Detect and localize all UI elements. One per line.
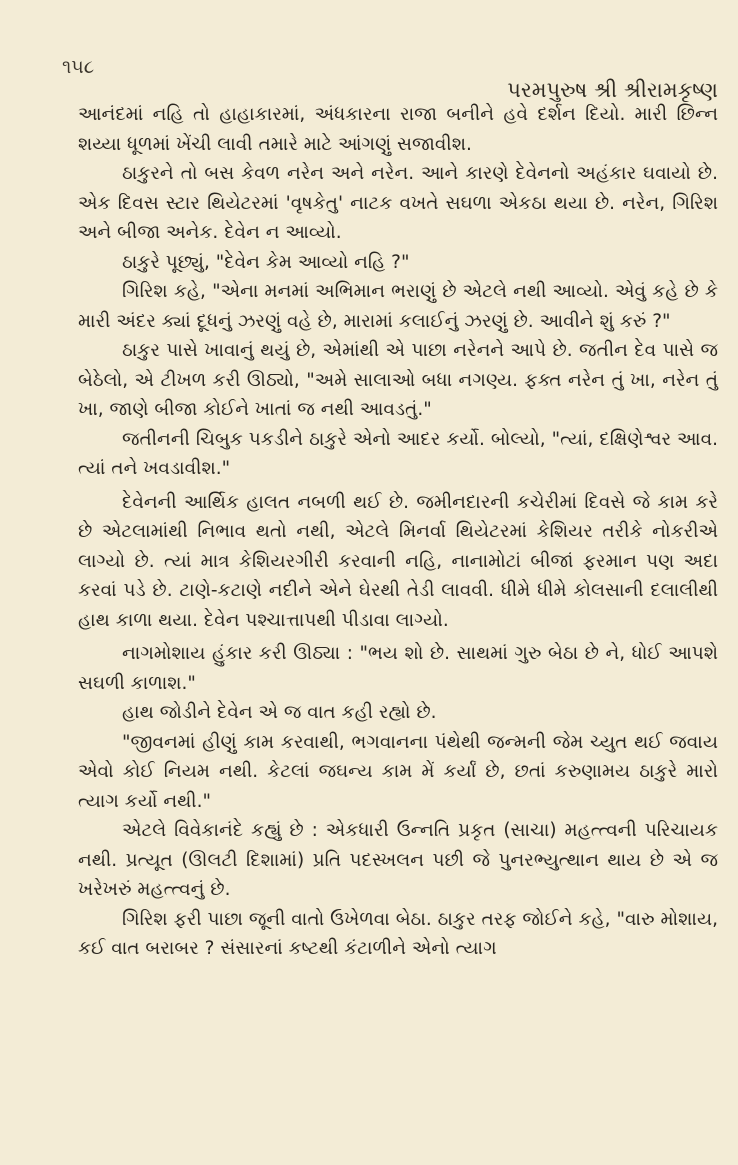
paragraph: આનંદમાં નહિ તો હાહાકારમાં, અંધકારના રાજા બનીને હવે દર્શન દિયો. મારી છિન્ન શય્યા ધૂળમાં ખેંચી લાવી તમારે માટે આંગણું સજાવીશ.	[78, 104, 718, 155]
paragraph: જતીનની ચિબુક પકડીને ઠાકુરે એનો આદર કર્યો. બોલ્યો, "ત્યાં, દક્ષિણેશ્વર આવ. ત્યાં તને ખવડાવીશ."	[78, 428, 718, 479]
page-number: ૧૫૮	[62, 56, 95, 78]
paragraph: ગિરિશ કહે, "એના મનમાં અભિમાન ભરાણું છે એટલે નથી આવ્યો. એવું કહે છે કે મારી અંદર ક્યાં દૂધનું ઝરણું વહે છે, મારામાં કલાઈનું ઝરણું છે. આવીને શું કરું ?"	[78, 281, 718, 332]
running-title: પરમપુરુષ શ્રી શ્રીરામકૃષ્ણ	[507, 78, 718, 102]
paragraph: "જીવનમાં હીણું કામ કરવાથી, ભગવાનના પંથેથી જન્મની જેમ ચ્યુત થઈ જવાય એવો કોઈ નિયમ નથી. કેટલાં જઘન્ય કામ મેં કર્યાં છે, છતાં કરુણામય ઠાકુરે મારો ત્યાગ કર્યો નથી."	[78, 731, 718, 812]
paragraph: દેવેનની આર્થિક હાલત નબળી થઈ છે. જમીનદારની કચેરીમાં દિવસે જે કામ કરે છે એટલામાંથી નિભાવ થતો નથી, એટલે મિનર્વા થિયેટરમાં કેશિયર તરીકે નોકરીએ લાગ્યો છે. ત્યાં માત્ર કેશિયરગીરી કરવાની નહિ, નાનામોટાં બીજાં ફરમાન પણ અદા કરવાં પડે છે. ટાણે-કટાણે નદીને એને ઘેરથી તેડી લાવવી. ધીમે ધીમે કોલસાની દલાલીથી હાથ કાળા થયા. દેવેન પશ્ચાત્તાપથી પીડાવા લાગ્યો.	[78, 491, 718, 631]
paragraph: ઠાકુરે પૂછ્યું, "દેવેન કેમ આવ્યો નહિ ?"	[122, 251, 410, 273]
body-text	[78, 100, 718, 964]
paragraph: ગિરિશ ફરી પાછા જૂની વાતો ઉખેળવા બેઠા. ઠાકુર તરફ જોઈને કહે, "વારુ મોશાય, કઈ વાત બરાબર ? સંસારનાં કષ્ટથી કંટાળીને એનો ત્યાગ	[78, 908, 718, 959]
paragraph: નાગમોશાય હુંકાર કરી ઊઠ્યા : "ભય શો છે. સાથમાં ગુરુ બેઠા છે ને, ધોઈ આપશે સઘળી કાળાશ."	[78, 643, 718, 694]
paragraph: ઠાકુરને તો બસ કેવળ નરેન અને નરેન. આને કારણે દેવેનનો અહંકાર ઘવાયો છે. એક દિવસ સ્ટાર થિયેટરમાં 'વૃષકેતુ' નાટક વખતે સઘળા એકઠા થયા છે. નરેન, ગિરિશ અને બીજા અનેક. દેવેન ન આવ્યો.	[78, 163, 718, 243]
paragraph: હાથ જોડીને દેવેન એ જ વાત કહી રહ્યો છે.	[122, 702, 437, 723]
paragraph: એટલે વિવેકાનંદે કહ્યું છે : એકધારી ઉન્નતિ પ્રકૃત (સાચા) મહત્ત્વની પરિચાયક નથી. પ્રત્યૂત (ઊલટી દિશામાં) પ્રતિ પદસ્ખલન પછી જે પુનરભ્યુત્થાન થાય છે એ જ ખરેખરું મહત્ત્વનું છે.	[78, 820, 718, 900]
paragraph: ઠાકુર પાસે ખાવાનું થયું છે, એમાંથી એ પાછા નરેનને આપે છે. જતીન દેવ પાસે જ બેઠેલો, એ ટીખળ કરી ઊઠ્યો, "અમે સાલાઓ બધા નગણ્ય. ફક્ત નરેન તું ખા, નરેન તું ખા, જાણે બીજા કોઈને ખાતાં જ નથી આવડતું."	[78, 340, 718, 420]
